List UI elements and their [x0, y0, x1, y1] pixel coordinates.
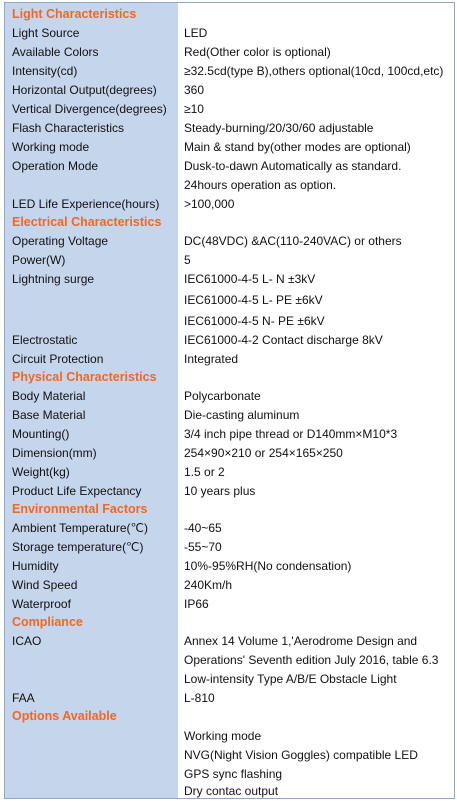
row-label: Base Material — [12, 408, 86, 422]
row-mounting — [5, 425, 454, 443]
row-label: Light Source — [12, 26, 80, 40]
row-value: LED — [184, 26, 208, 40]
row-value: IP66 — [184, 597, 209, 611]
row-lightning-surge-cont — [5, 291, 454, 309]
row-flash-characteristics — [5, 119, 454, 137]
row-ambient-temperature — [5, 519, 454, 537]
row-operation-mode-cont — [5, 176, 454, 194]
row-value: 360 — [184, 83, 205, 97]
row-value: 5 — [184, 253, 191, 267]
row-label: Electrostatic — [12, 333, 78, 347]
row-operating-voltage — [5, 232, 454, 250]
row-value: Annex 14 Volume 1,'Aerodrome Design and — [184, 634, 418, 648]
option-value: Working mode — [184, 729, 262, 743]
row-label: Waterproof — [12, 597, 71, 611]
row-value: IEC61000-4-2 Contact discharge 8kV — [184, 333, 383, 347]
option-item — [5, 727, 454, 745]
row-label: Horizontal Output(degrees) — [12, 83, 157, 97]
row-value: Integrated — [184, 352, 239, 366]
row-label: Storage temperature(℃) — [12, 540, 144, 554]
row-label: Operating Voltage — [12, 234, 109, 248]
row-value: Main & stand by(other modes are optional) — [184, 140, 411, 154]
row-label: Wind Speed — [12, 578, 78, 592]
row-icao-cont — [5, 670, 454, 688]
row-value: Die-casting aluminum — [184, 408, 300, 422]
row-vertical-divergence — [5, 100, 454, 118]
row-label: Mounting() — [12, 427, 70, 441]
row-value: IEC61000-4-5 L- PE ±6kV — [184, 293, 323, 307]
row-value: 10%-95%RH(No condensation) — [184, 559, 352, 573]
row-value: 3/4 inch pipe thread or D140mm×M10*3 — [184, 427, 398, 441]
row-label: Working mode — [12, 140, 90, 154]
row-value: Steady-burning/20/30/60 adjustable — [184, 121, 374, 135]
section-compliance: Compliance — [12, 615, 83, 629]
section-physical-characteristics: Physical Characteristics — [12, 370, 157, 384]
row-label: Body Material — [12, 389, 86, 403]
row-icao — [5, 632, 454, 650]
row-value: -55~70 — [184, 540, 222, 554]
row-value: Low-intensity Type A/B/E Obstacle Light — [184, 672, 397, 686]
row-humidity — [5, 557, 454, 575]
row-label: Lightning surge — [12, 272, 95, 286]
row-value: 10 years plus — [184, 484, 256, 498]
option-item — [5, 782, 454, 800]
option-value: Dry contac output — [184, 784, 279, 798]
row-base-material — [5, 406, 454, 424]
row-label: Operation Mode — [12, 159, 99, 173]
row-intensity — [5, 62, 454, 80]
row-weight — [5, 463, 454, 481]
row-label: Dimension(mm) — [12, 446, 97, 460]
section-environmental-factors: Environmental Factors — [12, 502, 148, 516]
row-power — [5, 251, 454, 269]
row-lightning-surge — [5, 270, 454, 288]
row-wind-speed — [5, 576, 454, 594]
row-value: 254×90×210 or 254×165×250 — [184, 446, 343, 460]
row-label: Flash Characteristics — [12, 121, 125, 135]
row-working-mode — [5, 138, 454, 156]
section-electrical-characteristics: Electrical Characteristics — [12, 215, 162, 229]
row-dimension — [5, 444, 454, 462]
row-value: ≥32.5cd(type B),others optional(10cd, 100cd,etc) — [184, 64, 444, 78]
row-horizontal-output — [5, 81, 454, 99]
row-label: Ambient Temperature(℃) — [12, 521, 148, 535]
row-icao-cont — [5, 651, 454, 669]
row-value: 240Km/h — [184, 578, 233, 592]
row-label: Weight(kg) — [12, 465, 70, 479]
row-product-life — [5, 482, 454, 500]
row-value: Red(Other color is optional) — [184, 45, 331, 59]
option-item — [5, 765, 454, 783]
row-label: FAA — [12, 691, 35, 705]
option-value: NVG(Night Vision Goggles) compatible LED — [184, 748, 418, 762]
section-options-available: Options Available — [12, 709, 117, 723]
row-label: Available Colors — [12, 45, 99, 59]
spec-sheet — [4, 2, 455, 799]
row-faa — [5, 689, 454, 707]
row-label: Circuit Protection — [12, 352, 104, 366]
row-label: ICAO — [12, 634, 42, 648]
row-value: 1.5 or 2 — [184, 465, 225, 479]
row-value: -40~65 — [184, 521, 222, 535]
row-label: Humidity — [12, 559, 59, 573]
row-label: Power(W) — [12, 253, 66, 267]
row-lightning-surge-cont — [5, 312, 454, 330]
row-value: >100,000 — [184, 197, 235, 211]
row-value: Polycarbonate — [184, 389, 261, 403]
section-light-characteristics: Light Characteristics — [12, 7, 137, 21]
row-value: DC(48VDC) &AC(110-240VAC) or others — [184, 234, 402, 248]
row-value: L-810 — [184, 691, 215, 705]
row-value: Dusk-to-dawn Automatically as standard. — [184, 159, 402, 173]
row-led-life — [5, 195, 454, 213]
row-value: IEC61000-4-5 N- PE ±6kV — [184, 314, 325, 328]
row-light-source — [5, 24, 454, 42]
row-label: Vertical Divergence(degrees) — [12, 102, 167, 116]
row-waterproof — [5, 595, 454, 613]
row-value: IEC61000-4-5 L- N ±3kV — [184, 272, 316, 286]
row-body-material — [5, 387, 454, 405]
row-label: Product Life Expectancy — [12, 484, 142, 498]
row-label: Intensity(cd) — [12, 64, 78, 78]
row-circuit-protection — [5, 350, 454, 368]
row-storage-temperature — [5, 538, 454, 556]
option-item — [5, 746, 454, 764]
row-value: Operations' Seventh edition July 2016, table 6.3 — [184, 653, 439, 667]
row-available-colors — [5, 43, 454, 61]
row-value: ≥10 — [184, 102, 204, 116]
option-value: GPS sync flashing — [184, 767, 283, 781]
row-value: 24hours operation as option. — [184, 178, 337, 192]
row-electrostatic — [5, 331, 454, 349]
row-label: LED Life Experience(hours) — [12, 197, 160, 211]
row-operation-mode — [5, 157, 454, 175]
